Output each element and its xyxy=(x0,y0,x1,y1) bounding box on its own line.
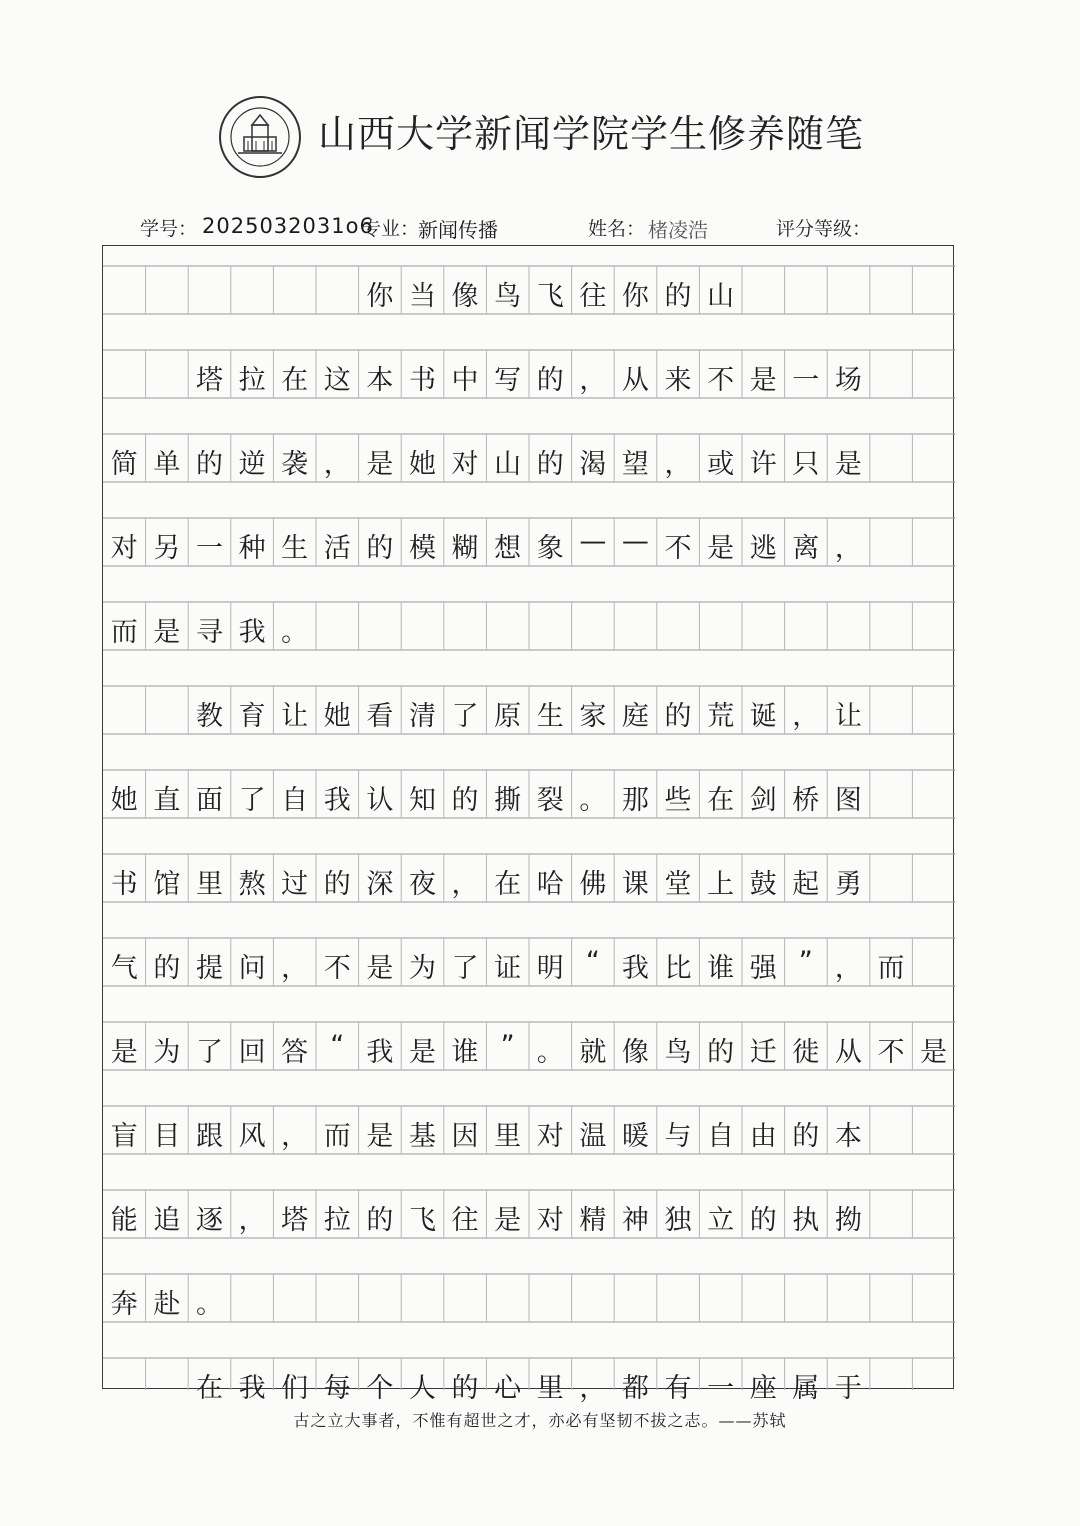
grid-char: 在 xyxy=(195,1373,223,1404)
grid-char: 让 xyxy=(281,701,309,732)
grid-char: 的 xyxy=(792,1121,820,1152)
grid-char: 人 xyxy=(408,1373,436,1404)
grid-char: 我 xyxy=(238,617,266,648)
grid-char: 她 xyxy=(110,785,138,816)
grid-cell-empty xyxy=(188,274,231,313)
grid-cell-empty xyxy=(273,274,316,313)
grid-cell-empty xyxy=(231,274,274,313)
grid-char: 塔 xyxy=(281,1205,309,1236)
grid-char: 是 xyxy=(834,449,862,480)
grid-char: 是 xyxy=(366,1121,394,1152)
grid-char: 生 xyxy=(281,533,309,564)
grid-char: 为 xyxy=(408,953,436,984)
grid-char: 的 xyxy=(664,701,692,732)
grid-char: 每 xyxy=(323,1373,351,1404)
grid-char: 一 xyxy=(792,365,820,396)
grid-char: ” xyxy=(798,946,813,977)
grid-char: 的 xyxy=(536,449,564,480)
grid-char: 在 xyxy=(707,785,735,816)
grid-char: 暖 xyxy=(621,1121,649,1152)
grid-char: 温 xyxy=(579,1121,607,1152)
essay-line xyxy=(103,862,955,901)
grid-char: 是 xyxy=(366,449,394,480)
grid-char: 对 xyxy=(451,449,479,480)
grid-char: 为 xyxy=(153,1037,181,1068)
grid-char: 是 xyxy=(408,1037,436,1068)
grid-char: 执 xyxy=(792,1205,820,1236)
grid-char: 能 xyxy=(110,1205,138,1236)
essay-line xyxy=(103,946,955,985)
grid-char: ， xyxy=(834,953,862,984)
grid-char: 不 xyxy=(877,1037,905,1068)
grid-char: 佛 xyxy=(579,869,607,900)
grid-char: 我 xyxy=(366,1037,394,1068)
grid-char: 清 xyxy=(408,701,436,732)
grid-char: 过 xyxy=(281,869,309,900)
grid-char: ， xyxy=(834,533,862,564)
name-value: 楮凌浩 xyxy=(648,218,708,242)
grid-char: ， xyxy=(238,1205,266,1236)
grid-char: 迁 xyxy=(749,1037,777,1068)
grid-char: 奔 xyxy=(110,1289,138,1320)
grid-char: 你 xyxy=(366,281,394,312)
grid-char: 提 xyxy=(195,953,223,984)
essay-line xyxy=(103,358,955,397)
grid-char: 裂 xyxy=(536,785,564,816)
grid-cell-empty xyxy=(146,1366,189,1405)
grid-char: 象 xyxy=(536,533,564,564)
grid-char: 鸟 xyxy=(494,281,522,312)
grid-char: 座 xyxy=(749,1373,777,1404)
grid-char: 认 xyxy=(366,785,394,816)
grid-char: 山 xyxy=(494,449,522,480)
grid-char: 强 xyxy=(749,953,777,984)
grid-char: 哈 xyxy=(536,869,564,900)
grid-char: 从 xyxy=(834,1037,862,1068)
grid-char: 场 xyxy=(834,365,862,396)
grid-char: 往 xyxy=(451,1205,479,1236)
grid-char: 望 xyxy=(621,449,649,480)
grid-char: 了 xyxy=(238,785,266,816)
grid-char: ， xyxy=(579,365,607,396)
grid-char: 有 xyxy=(664,1373,692,1404)
student-info-row xyxy=(140,210,900,242)
grid-char: 的 xyxy=(451,1373,479,1404)
grid-char: ” xyxy=(500,1030,515,1061)
grid-char: 写 xyxy=(494,365,522,396)
grid-char: 气 xyxy=(110,953,138,984)
grid-char: 跟 xyxy=(195,1121,223,1152)
grid-char: 是 xyxy=(749,365,777,396)
grid-char: 。 xyxy=(536,1037,564,1068)
grid-char: 简 xyxy=(110,449,138,480)
grid-char: 许 xyxy=(749,449,777,480)
grid-char: 飞 xyxy=(536,281,564,312)
essay-line xyxy=(103,694,955,733)
grid-char: 上 xyxy=(707,869,735,900)
grid-char: 因 xyxy=(451,1121,479,1152)
grid-char: 答 xyxy=(281,1037,309,1068)
grid-char: 明 xyxy=(536,953,564,984)
grid-cell-empty xyxy=(103,358,146,397)
grid-char: 精 xyxy=(579,1205,607,1236)
grid-char: 荒 xyxy=(707,701,735,732)
grid-char: 。 xyxy=(195,1289,223,1320)
grid-char: 书 xyxy=(408,365,436,396)
grid-char: 问 xyxy=(238,953,266,984)
grid-char: 是 xyxy=(920,1037,948,1068)
grid-char: 育 xyxy=(238,701,266,732)
grid-char: 拉 xyxy=(238,365,266,396)
grid-char: 庭 xyxy=(621,701,649,732)
grid-char: 让 xyxy=(834,701,862,732)
grid-char: 本 xyxy=(366,365,394,396)
grid-char: 馆 xyxy=(153,869,181,900)
grid-char: 种 xyxy=(238,533,266,564)
grid-char: 独 xyxy=(664,1205,692,1236)
grid-char: 那 xyxy=(621,785,649,816)
grid-char: 了 xyxy=(451,953,479,984)
grid-char: — xyxy=(621,526,649,557)
grid-char: 徙 xyxy=(792,1037,820,1068)
grid-char: 对 xyxy=(536,1205,564,1236)
grid-char: 一 xyxy=(195,533,223,564)
grid-char: 糊 xyxy=(451,533,479,564)
grid-char: 的 xyxy=(323,869,351,900)
grid-char: 往 xyxy=(579,281,607,312)
grid-char: 诞 xyxy=(749,701,777,732)
grid-char: 拗 xyxy=(834,1205,862,1236)
grid-char: 勇 xyxy=(834,869,862,900)
grid-char: 。 xyxy=(579,785,607,816)
grid-char: 一 xyxy=(707,1373,735,1404)
essay-line xyxy=(103,1114,955,1153)
grid-char: 自 xyxy=(707,1121,735,1152)
grid-char: 就 xyxy=(579,1037,607,1068)
grid-char: 逆 xyxy=(238,449,266,480)
grid-char: 塔 xyxy=(195,365,223,396)
grid-char: 单 xyxy=(153,449,181,480)
grid-char: 回 xyxy=(238,1037,266,1068)
grid-cell-empty xyxy=(316,274,359,313)
grid-char: ， xyxy=(323,449,351,480)
grid-char: 我 xyxy=(621,953,649,984)
grid-char: 我 xyxy=(238,1373,266,1404)
grid-char: 里 xyxy=(536,1373,564,1404)
grid-char: 自 xyxy=(281,785,309,816)
grid-cell-empty xyxy=(103,274,146,313)
writing-grid xyxy=(102,245,954,1404)
grid-char: 追 xyxy=(153,1205,181,1236)
grid-char: 本 xyxy=(834,1121,862,1152)
grid-char: 来 xyxy=(664,365,692,396)
grid-char: 像 xyxy=(451,281,479,312)
grid-char: 知 xyxy=(408,785,436,816)
grid-char: 由 xyxy=(749,1121,777,1152)
grid-char: ， xyxy=(451,869,479,900)
grid-char: 是 xyxy=(494,1205,522,1236)
grid-char: 的 xyxy=(664,281,692,312)
essay-title xyxy=(103,274,955,313)
grid-cell-empty xyxy=(103,1366,146,1405)
grid-char: 这 xyxy=(323,365,351,396)
grid-char: “ xyxy=(585,946,600,977)
grid-char: 直 xyxy=(153,785,181,816)
grid-char: 从 xyxy=(621,365,649,396)
grid-char: 生 xyxy=(536,701,564,732)
grid-char: 里 xyxy=(195,869,223,900)
grid-char: 桥 xyxy=(792,785,820,816)
grid-char: 另 xyxy=(153,533,181,564)
essay-line xyxy=(103,778,955,817)
grid-cell-empty xyxy=(146,358,189,397)
grid-char: 是 xyxy=(153,617,181,648)
grid-char: 立 xyxy=(707,1205,735,1236)
grid-char: 深 xyxy=(366,869,394,900)
grid-char: 鸟 xyxy=(664,1037,692,1068)
grid-char: 当 xyxy=(408,281,436,312)
grid-char: 。 xyxy=(281,617,309,648)
grid-char: 是 xyxy=(110,1037,138,1068)
university-seal-logo xyxy=(218,95,302,179)
grid-char: 起 xyxy=(792,869,820,900)
grid-char: 她 xyxy=(408,449,436,480)
student-id-label: 学号： xyxy=(140,218,198,240)
grid-char: 只 xyxy=(792,449,820,480)
grid-char: 谁 xyxy=(707,953,735,984)
grid-char: 的 xyxy=(153,953,181,984)
grid-char: 教 xyxy=(195,701,223,732)
grid-char: 些 xyxy=(664,785,692,816)
grid-char: 在 xyxy=(494,869,522,900)
grid-char: 活 xyxy=(323,533,351,564)
grid-char: 而 xyxy=(877,953,905,984)
grid-char: 是 xyxy=(707,533,735,564)
grid-char: 的 xyxy=(749,1205,777,1236)
grid-char: 寻 xyxy=(195,617,223,648)
grid-char: 证 xyxy=(494,953,522,984)
student-id-value: 2025032031o6 xyxy=(202,214,374,238)
grid-char: 不 xyxy=(664,533,692,564)
grid-char: 谁 xyxy=(451,1037,479,1068)
grid-char: 剑 xyxy=(749,785,777,816)
grid-char: 的 xyxy=(451,785,479,816)
grid-char: 中 xyxy=(451,365,479,396)
grid-char: 们 xyxy=(281,1373,309,1404)
grid-char: 了 xyxy=(451,701,479,732)
grid-char: 对 xyxy=(110,533,138,564)
grid-char: 面 xyxy=(195,785,223,816)
grid-cell-empty xyxy=(146,274,189,313)
essay-line xyxy=(103,1198,955,1237)
grid-char: 逐 xyxy=(195,1205,223,1236)
grid-char: 拉 xyxy=(323,1205,351,1236)
grid-char: 书 xyxy=(110,869,138,900)
essay-line xyxy=(103,1282,955,1321)
essay-line xyxy=(103,442,955,481)
grid-char: ， xyxy=(281,1121,309,1152)
grid-char: 袭 xyxy=(281,449,309,480)
grid-char: — xyxy=(579,526,607,557)
grid-char: 离 xyxy=(792,533,820,564)
grid-char: 渴 xyxy=(579,449,607,480)
grid-char: 图 xyxy=(834,785,862,816)
grid-char: 目 xyxy=(153,1121,181,1152)
grid-char: 个 xyxy=(366,1373,394,1404)
grid-char: 或 xyxy=(707,449,735,480)
grid-char: 堂 xyxy=(664,869,692,900)
grade-label: 评分等级： xyxy=(776,218,872,240)
essay-line xyxy=(103,526,955,565)
grid-char: 与 xyxy=(664,1121,692,1152)
grid-char: 不 xyxy=(707,365,735,396)
grid-char: 你 xyxy=(621,281,649,312)
grid-char: ， xyxy=(664,449,692,480)
grid-char: 模 xyxy=(408,533,436,564)
grid-char: 课 xyxy=(621,869,649,900)
grid-char: 飞 xyxy=(408,1205,436,1236)
grid-char: 夜 xyxy=(408,869,436,900)
grid-char: 赴 xyxy=(153,1289,181,1320)
grid-char: 心 xyxy=(494,1373,522,1404)
grid-char: 像 xyxy=(621,1037,649,1068)
grid-char: 属 xyxy=(792,1373,820,1404)
essay-line xyxy=(103,1366,955,1405)
grid-cell-empty xyxy=(103,694,146,733)
grid-char: 了 xyxy=(195,1037,223,1068)
grid-char: ， xyxy=(579,1373,607,1404)
grid-char: 熬 xyxy=(238,869,266,900)
grid-char: 于 xyxy=(834,1373,862,1404)
major-value: 新闻传播 xyxy=(418,218,498,242)
grid-char: 里 xyxy=(494,1121,522,1152)
grid-char: 都 xyxy=(621,1373,649,1404)
grid-char: 盲 xyxy=(110,1121,138,1152)
grid-char: 对 xyxy=(536,1121,564,1152)
essay-line xyxy=(103,1030,955,1069)
grid-char: 比 xyxy=(664,953,692,984)
grid-char: 她 xyxy=(323,701,351,732)
grid-char: 山 xyxy=(707,281,735,312)
grid-char: 的 xyxy=(366,1205,394,1236)
grid-char: 而 xyxy=(323,1121,351,1152)
essay-line xyxy=(103,610,955,649)
grid-char: 是 xyxy=(366,953,394,984)
major-label: 专业： xyxy=(362,218,420,240)
grid-char: 的 xyxy=(366,533,394,564)
grid-char: ， xyxy=(281,953,309,984)
grid-char: 我 xyxy=(323,785,351,816)
grid-char: 逃 xyxy=(749,533,777,564)
grid-char: ， xyxy=(792,701,820,732)
grid-char: 在 xyxy=(281,365,309,396)
grid-char: 基 xyxy=(408,1121,436,1152)
page-title: 山西大学新闻学院学生修养随笔 xyxy=(318,112,865,156)
grid-char: 而 xyxy=(110,617,138,648)
grid-char: 看 xyxy=(366,701,394,732)
grid-char: 风 xyxy=(238,1121,266,1152)
grid-char: 神 xyxy=(621,1205,649,1236)
grid-char: “ xyxy=(330,1030,345,1061)
grid-char: 的 xyxy=(707,1037,735,1068)
grid-char: 撕 xyxy=(494,785,522,816)
name-label: 姓名： xyxy=(588,218,646,240)
grid-char: 想 xyxy=(494,533,522,564)
grid-char: 不 xyxy=(323,953,351,984)
grid-char: 鼓 xyxy=(749,869,777,900)
grid-char: 的 xyxy=(536,365,564,396)
grid-cell-empty xyxy=(146,694,189,733)
grid-char: 的 xyxy=(195,449,223,480)
grid-char: 原 xyxy=(494,701,522,732)
footer-quote: 古之立大事者，不惟有超世之才，亦必有坚韧不拔之志。——苏轼 xyxy=(293,1411,787,1430)
grid-char: 家 xyxy=(579,701,607,732)
